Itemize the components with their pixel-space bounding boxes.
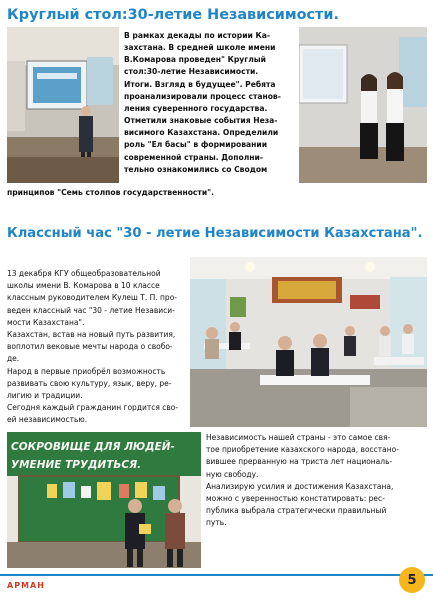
article1-last-line: принципов "Семь столпов государственности". bbox=[7, 188, 215, 197]
article2-line: развивать свою культуру, язык, веру, ре- bbox=[7, 378, 172, 388]
article2-line: школы имени В. Комарова в 10 классе bbox=[7, 281, 160, 291]
article1-line: В.Комарова проведен" Круглый bbox=[124, 55, 266, 65]
article2-line: веден классный час "30 - летие Независи- bbox=[7, 305, 175, 315]
footer-brand: АРМАН bbox=[7, 581, 45, 590]
article1-line: ления суверенного государства. bbox=[124, 103, 268, 113]
article1-line: современной страны. Дополни- bbox=[124, 152, 263, 162]
board-slogan-line1: СОКРОВИЩЕ ДЛЯ ЛЮДЕЙ- bbox=[11, 441, 175, 453]
article2-title: Классный час "30 - летие Независимости Казахстана". bbox=[7, 226, 423, 241]
photo-presenter-at-screen bbox=[7, 27, 119, 183]
article2-line: классным руководителем Кулеш Т. П. про- bbox=[7, 293, 177, 303]
board-slogan-line2: УМЕНИЕ ТРУДИТЬСЯ. bbox=[11, 459, 142, 471]
article2-body-col2 bbox=[206, 432, 428, 530]
article2-line: лигию и традиции. bbox=[7, 391, 83, 401]
article2-line: ную свободу. bbox=[206, 469, 259, 479]
article2-line: публика выбрала стратегически правильный bbox=[206, 506, 387, 516]
article1-line: тельно ознакомились со Сводом bbox=[124, 164, 268, 174]
article1-line: проанализировали процесс станов- bbox=[124, 91, 281, 101]
photo-classroom bbox=[190, 257, 427, 427]
photo-two-students bbox=[299, 27, 427, 183]
article2-body-col1 bbox=[7, 268, 187, 427]
article2-line: мости Казахстана". bbox=[7, 317, 85, 327]
article1-line: стол:30-летие Независимости. bbox=[124, 67, 259, 77]
article2-line: путь. bbox=[206, 518, 227, 528]
article1-line: висимого Казахстана. Определили bbox=[124, 128, 279, 138]
article2-line: Казахстан, встав на новый путь развития, bbox=[7, 330, 176, 340]
article2-line: 13 декабря КГУ общеобразовательной bbox=[7, 269, 161, 278]
article2-line: Сегодня каждый гражданин гордится сво- bbox=[7, 403, 179, 413]
photo-students-at-board bbox=[7, 432, 201, 568]
article2-line: Народ в первые приобрёл возможность bbox=[7, 366, 166, 376]
article1-line: роль "Ел басы" в формировании bbox=[124, 140, 268, 150]
article2-line: воплотил вековые мечты народа о свобо- bbox=[7, 342, 173, 352]
article2-line: можно с уверенностью констатировать: рес- bbox=[206, 494, 385, 504]
article2-line: тое приобретение казахского народа, восстано- bbox=[206, 445, 399, 455]
article2-line: вившее прерванную на триста лет националь- bbox=[206, 457, 393, 467]
article2-line: Независимость нашей страны - это самое свя- bbox=[206, 433, 391, 442]
article2-line: Анализирую усилия и достижения Казахстана, bbox=[206, 481, 394, 491]
page-number-badge: 5 bbox=[399, 567, 425, 593]
article2-line: ей независимостью. bbox=[7, 415, 88, 425]
article2-line: де. bbox=[7, 354, 20, 364]
footer-divider bbox=[0, 574, 433, 576]
article1-line: Отметили знаковые события Неза- bbox=[124, 116, 278, 126]
article1-line: Итоги. Взгляд в будущее". Ребята bbox=[124, 79, 276, 89]
article1-line: захстана. В средней школе имени bbox=[124, 43, 276, 53]
article1-line: В рамках декады по истории Ка- bbox=[124, 31, 270, 40]
article1-body bbox=[124, 30, 294, 176]
article1-title: Круглый стол:30-летие Независимости. bbox=[7, 7, 339, 23]
